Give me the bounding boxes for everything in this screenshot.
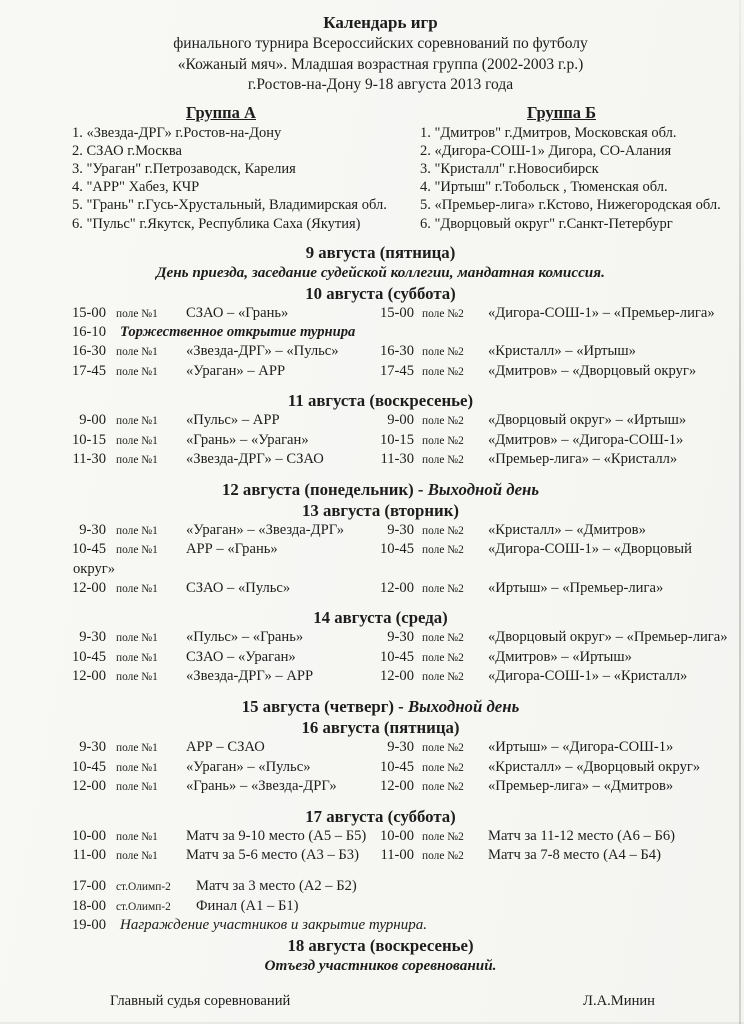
field-cell: поле №2	[422, 454, 464, 467]
document-footer	[58, 992, 703, 1011]
field-cell: поле №2	[422, 742, 464, 755]
match-row	[58, 450, 703, 470]
field-cell: поле №2	[422, 524, 464, 537]
match-right	[376, 431, 703, 451]
match-cell: «Премьер-лига» – «Дмитров»	[488, 778, 674, 795]
day-section	[58, 696, 703, 717]
document-header	[58, 12, 703, 96]
field-cell: поле №2	[422, 415, 464, 428]
row-spacer	[58, 866, 703, 877]
venue-cell: ст.Олимп-2	[116, 881, 171, 893]
field-cell: поле №1	[116, 524, 158, 537]
match-cell: «Дворцовый округ» – «Иртыш»	[488, 412, 687, 429]
match-right	[376, 846, 703, 866]
field-cell: поле №1	[116, 434, 158, 447]
match-right	[376, 342, 703, 362]
match-cell: «Иртыш» – «Премьер-лига»	[488, 579, 664, 596]
match-left	[58, 777, 376, 797]
match-right	[376, 362, 703, 382]
scan-edge-artifact	[739, 0, 741, 1024]
match-row	[58, 431, 703, 451]
document-subtitle-3: г.Ростов-на-Дону 9-18 августа 2013 года	[247, 76, 514, 93]
match-row	[58, 667, 703, 687]
time-cell: 16-30	[379, 342, 414, 359]
match-row	[58, 579, 703, 599]
document-subtitle-2: «Кожаный мяч». Младшая возрастная группа (2002-2003 г.р.)	[177, 55, 584, 73]
match-cell: «Кристалл» – «Дворцовый округ»	[488, 758, 701, 775]
match-cell: «Звезда-ДРГ» – СЗАО	[186, 451, 324, 468]
field-cell: поле №2	[422, 582, 464, 595]
time-cell: 10-00	[71, 827, 106, 844]
field-cell: поле №1	[116, 781, 158, 794]
time-cell: 12-00	[379, 668, 414, 685]
day-title-text: 11 августа (воскресенье)	[287, 391, 474, 411]
team-item: 4. "АРР" Хабез, КЧР	[72, 179, 200, 196]
match-left	[58, 342, 376, 362]
match-row	[58, 304, 715, 324]
day-title	[58, 607, 703, 628]
group-b-team-list	[420, 124, 721, 233]
match-row	[58, 777, 703, 797]
team-item: 2. «Дигора-СОШ-1» Дигора, СО-Алания	[420, 142, 672, 159]
time-cell: 10-45	[71, 541, 106, 558]
match-cell: Финал (А1 – Б1)	[196, 897, 299, 914]
match-row	[58, 738, 703, 758]
footer-chief-referee-label: Главный судья соревнований	[110, 992, 291, 1009]
match-left	[58, 450, 376, 470]
match-row	[58, 411, 703, 431]
field-cell: поле №2	[422, 434, 464, 447]
field-cell: поле №1	[116, 307, 158, 320]
match-cell: Матч за 5-6 место (А3 – Б3)	[186, 847, 359, 864]
day-section	[58, 500, 703, 598]
match-right	[376, 738, 703, 758]
match-left	[58, 738, 376, 758]
match-cell: «Дигора-СОШ-1» – «Кристалл»	[488, 668, 688, 685]
day-title-italic: Выходной день	[407, 697, 520, 717]
match-cell: «Дмитров» – «Иртыш»	[488, 648, 632, 665]
venue-cell: ст.Олимп-2	[116, 900, 171, 913]
time-cell: 9-30	[387, 739, 414, 756]
match-row	[58, 342, 703, 362]
match-cell: «Иртыш» – «Дигора-СОШ-1»	[488, 739, 674, 756]
closing-text: Награждение участников и закрытие турнира.	[120, 917, 427, 934]
time-cell: 17-45	[71, 362, 106, 379]
time-cell: 10-45	[71, 758, 106, 775]
field-cell: поле №1	[116, 544, 158, 557]
time-cell: 15-00	[379, 304, 414, 321]
time-cell: 9-00	[387, 412, 414, 429]
match-row	[58, 758, 703, 778]
field-cell: поле №1	[116, 850, 158, 863]
match-right	[376, 777, 703, 797]
match-left	[58, 304, 376, 324]
day-section	[58, 935, 703, 976]
field-cell: поле №2	[422, 632, 464, 645]
match-right	[376, 758, 703, 778]
match-row	[58, 521, 703, 541]
match-right	[376, 411, 703, 431]
field-cell: поле №1	[116, 830, 158, 843]
match-cell: Матч за 11-12 место (А6 – Б6)	[488, 827, 675, 844]
team-item: 4. "Иртыш" г.Тобольск , Тюменская обл.	[420, 179, 668, 196]
day-title	[58, 479, 703, 500]
time-cell: 12-00	[71, 668, 106, 685]
field-cell: поле №1	[116, 582, 158, 595]
day-title-text: 18 августа (воскресенье)	[287, 935, 474, 955]
time-cell: 10-15	[71, 431, 106, 448]
time-cell: 9-30	[79, 629, 106, 646]
match-cell: «Пульс» – АРР	[186, 412, 280, 429]
match-cell: «Дмитров» – «Дворцовый округ»	[488, 362, 697, 379]
day-title-italic: Выходной день	[427, 479, 540, 499]
match-cell: «Кристалл» – «Иртыш»	[488, 342, 636, 359]
match-cell: «Дигора-СОШ-1» – «Премьер-лига»	[488, 304, 715, 321]
group-a-team-list	[72, 124, 387, 233]
field-cell: поле №1	[116, 761, 158, 774]
match-left	[58, 758, 376, 778]
match-cell: СЗАО – «Грань»	[186, 304, 289, 321]
field-cell: поле №2	[422, 850, 464, 863]
day-section	[58, 607, 728, 687]
ceremony-text: Торжественное открытие турнира	[120, 324, 356, 341]
day-section	[58, 479, 703, 500]
field-cell: поле №2	[422, 671, 464, 684]
match-cell: «Пульс» – «Грань»	[186, 629, 304, 646]
match-cell: «Кристалл» – «Дмитров»	[488, 521, 646, 538]
group-a-section	[58, 102, 387, 233]
match-left	[58, 540, 376, 560]
time-cell: 10-45	[379, 648, 414, 665]
match-right	[376, 667, 703, 687]
day-title	[58, 717, 703, 738]
match-cell: «Ураган» – АРР	[186, 362, 286, 379]
match-cell: Матч за 7-8 место (А4 – Б4)	[488, 847, 661, 864]
team-item: 3. "Кристалл" г.Новосибирск	[420, 160, 599, 177]
match-left	[58, 579, 376, 599]
day-section	[58, 806, 703, 935]
team-item: 3. "Ураган" г.Петрозаводск, Карелия	[72, 160, 296, 177]
final-match-row	[58, 897, 703, 917]
time-cell: 12-00	[71, 778, 106, 795]
team-item: 5. «Премьер-лига» г.Кстово, Нижегородская обл.	[420, 197, 721, 214]
team-item: 2. СЗАО г.Москва	[72, 142, 182, 159]
match-cell: Матч за 9-10 место (А5 – Б5)	[186, 827, 367, 844]
match-left	[58, 827, 376, 847]
day-title-text: 17 августа (суббота)	[305, 806, 456, 826]
match-cell: «Премьер-лига» – «Кристалл»	[488, 451, 678, 468]
day-note: День приезда, заседание судейской коллегии, мандатная комиссия.	[156, 263, 605, 281]
day-title	[58, 696, 703, 717]
time-cell: 9-30	[79, 739, 106, 756]
document-subtitle-1: финального турнира Всероссийских соревнований по футболу	[173, 35, 588, 52]
time-cell: 10-15	[379, 431, 414, 448]
field-cell: поле №1	[116, 454, 158, 467]
day-title	[58, 242, 703, 263]
match-left	[58, 667, 376, 687]
field-cell: поле №1	[116, 415, 158, 428]
time-cell: 9-00	[79, 412, 106, 429]
field-cell: поле №2	[422, 307, 464, 320]
day-title	[58, 806, 703, 827]
final-match-row	[58, 877, 703, 897]
field-cell: поле №2	[422, 365, 464, 378]
field-cell: поле №2	[422, 830, 464, 843]
field-cell: поле №1	[116, 345, 158, 358]
day-note: Отъезд участников соревнований.	[264, 956, 497, 974]
day-title-text: 14 августа (среда)	[313, 608, 448, 628]
match-left	[58, 648, 376, 668]
match-cell: СЗАО – «Пульс»	[186, 579, 291, 596]
match-left	[58, 431, 376, 451]
match-right	[376, 579, 703, 599]
match-cell: «Звезда-ДРГ» – «Пульс»	[186, 342, 339, 359]
closing-row	[58, 916, 703, 935]
time-cell: 18-00	[71, 897, 106, 914]
time-cell: 12-00	[379, 579, 414, 596]
match-left	[58, 362, 376, 382]
day-title-text: 15 августа (четверг) -	[241, 697, 408, 717]
time-cell: 10-00	[379, 827, 414, 844]
group-a-title: Группа А	[186, 102, 256, 122]
match-cell: «Дигора-СОШ-1» – «Дворцовый	[488, 541, 692, 558]
field-cell: поле №2	[422, 761, 464, 774]
field-cell: поле №1	[116, 742, 158, 755]
match-cell: «Грань» – «Ураган»	[186, 431, 309, 448]
groups-row	[58, 102, 721, 233]
day-title	[58, 390, 703, 411]
field-cell: поле №2	[422, 345, 464, 358]
match-right	[376, 648, 703, 668]
day-section	[58, 242, 703, 283]
match-right	[376, 304, 715, 324]
time-cell: 9-30	[387, 629, 414, 646]
match-cell: «Звезда-ДРГ» – АРР	[186, 668, 314, 685]
day-section	[58, 283, 715, 381]
time-cell: 10-45	[71, 648, 106, 665]
match-left	[58, 521, 376, 541]
match-cell: АРР – «Грань»	[186, 541, 278, 558]
ceremony-row	[58, 323, 703, 342]
field-cell: поле №2	[422, 781, 464, 794]
match-row	[58, 362, 703, 382]
day-section	[58, 717, 703, 797]
match-row	[58, 648, 703, 668]
team-item: 1. "Дмитров" г.Дмитров, Московская обл.	[420, 124, 677, 141]
match-cell: АРР – СЗАО	[186, 739, 265, 756]
field-cell: поле №2	[422, 651, 464, 664]
day-title	[58, 935, 703, 956]
time-cell: 10-45	[379, 758, 414, 775]
day-title-text: 13 августа (вторник)	[302, 500, 459, 520]
time-cell: 16-10	[71, 324, 106, 341]
day-section	[58, 390, 703, 470]
match-row	[58, 846, 703, 866]
time-cell: 9-30	[387, 521, 414, 538]
match-left	[58, 411, 376, 431]
match-cell: «Ураган» – «Пульс»	[186, 758, 311, 775]
match-right	[376, 540, 703, 560]
match-right	[376, 521, 703, 541]
match-left	[58, 846, 376, 866]
match-row	[58, 827, 703, 847]
team-item: 5. "Грань" г.Гусь-Хрустальный, Владимирская обл.	[72, 197, 387, 214]
day-title-text: 9 августа (пятница)	[305, 242, 456, 262]
group-b-title: Группа Б	[527, 102, 596, 122]
wrapped-match-text: округ»	[73, 561, 116, 578]
match-row	[58, 540, 703, 560]
time-cell: 19-00	[71, 917, 106, 934]
footer-signature-name: Л.А.Минин	[583, 992, 655, 1009]
time-cell: 11-00	[72, 847, 106, 864]
time-cell: 17-00	[71, 878, 106, 894]
document-title: Календарь игр	[323, 13, 438, 32]
day-title	[58, 500, 703, 521]
time-cell: 12-00	[379, 778, 414, 795]
match-cell: СЗАО – «Ураган»	[186, 648, 296, 665]
match-row	[58, 628, 728, 648]
time-cell: 11-30	[72, 451, 106, 468]
field-cell: поле №2	[422, 544, 464, 557]
day-title-text: 12 августа (понедельник) -	[221, 479, 428, 499]
team-item: 6. "Дворцовый округ" г.Санкт-Петербург	[420, 215, 673, 232]
field-cell: поле №1	[116, 671, 158, 684]
field-cell: поле №1	[116, 365, 158, 378]
field-cell: поле №1	[116, 651, 158, 664]
team-item: 1. «Звезда-ДРГ» г.Ростов-на-Дону	[72, 124, 282, 141]
time-cell: 10-45	[379, 541, 414, 558]
match-left	[58, 628, 376, 648]
schedule	[58, 242, 728, 976]
team-item: 6. "Пульс" г.Якутск, Республика Саха (Якутия)	[72, 215, 361, 232]
day-title-text: 10 августа (суббота)	[305, 283, 456, 303]
day-title	[58, 283, 703, 304]
day-title-text: 16 августа (пятница)	[301, 718, 460, 738]
match-cell: «Дворцовый округ» – «Премьер-лига»	[488, 629, 728, 646]
match-right	[376, 450, 703, 470]
match-right	[376, 827, 703, 847]
time-cell: 11-30	[380, 451, 414, 468]
time-cell: 11-00	[380, 847, 414, 864]
match-cell: «Дмитров» – «Дигора-СОШ-1»	[488, 431, 684, 448]
match-cell: Матч за 3 место (А2 – Б2)	[196, 878, 357, 894]
time-cell: 17-45	[379, 362, 414, 379]
match-cell: «Ураган» – «Звезда-ДРГ»	[186, 521, 345, 538]
group-b-section	[370, 102, 721, 233]
time-cell: 16-30	[71, 342, 106, 359]
time-cell: 9-30	[79, 521, 106, 538]
match-right	[376, 628, 728, 648]
match-cell: «Грань» – «Звезда-ДРГ»	[186, 778, 337, 795]
field-cell: поле №1	[116, 632, 158, 645]
time-cell: 15-00	[71, 304, 106, 321]
time-cell: 12-00	[71, 579, 106, 596]
